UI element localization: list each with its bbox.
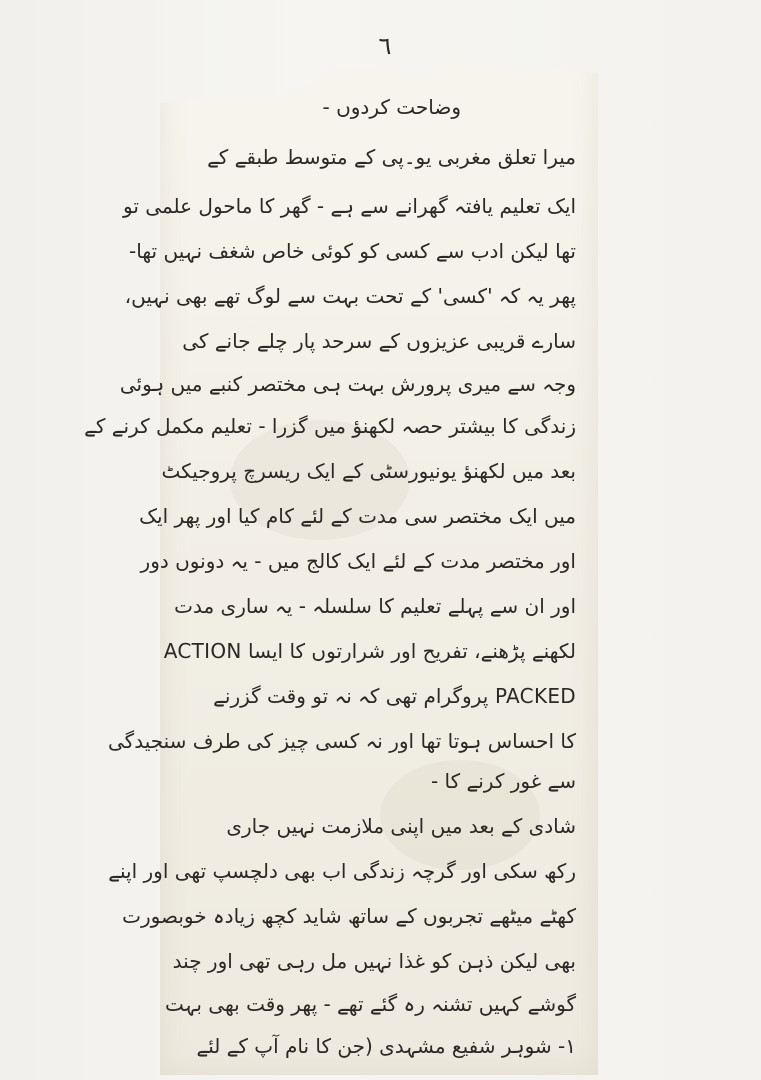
footnote-line: ۱- شوہر شفیع مشہدی (جن کا نام آپ کے لئے	[196, 1034, 576, 1058]
text-line: تھا لیکن ادب سے کسی کو کوئی خاص شغف نہیں تھا-	[129, 239, 576, 263]
text-line: زندگی کا بیشتر حصہ لکھنؤ میں گزرا - تعلیم مکمل کرنے کے	[84, 414, 576, 438]
text-line: بعد میں لکھنؤ یونیورسٹی کے ایک ریسرچ پروجیکٹ	[161, 459, 576, 483]
text-line: شادی کے بعد میں اپنی ملازمت نہیں جاری	[226, 814, 576, 838]
text-line: بھی لیکن ذہن کو غذا نہیں مل رہی تھی اور چند	[172, 949, 576, 973]
text-line: وجہ سے میری پرورش بہت ہی مختصر کنبے میں ہوئی	[119, 372, 576, 396]
text-line: سے غور کرنے کا -	[430, 769, 576, 793]
page-number: ٦	[378, 32, 392, 60]
text-line: کا احساس ہوتا تھا اور نہ کسی چیز کی طرف سنجیدگی	[108, 729, 576, 753]
text-line: کھٹے میٹھے تجربوں کے ساتھ شاید کچھ زیادہ خوبصورت	[122, 904, 576, 928]
text-line: سارے قریبی عزیزوں کے سرحد پار چلے جانے کی	[182, 329, 576, 353]
text-line: میرا تعلق مغربی یو۔پی کے متوسط طبقے کے	[207, 145, 576, 169]
text-line: وضاحت کردوں -	[322, 95, 461, 119]
text-line: پھر یہ کہ 'کسی' کے تحت بہت سے لوگ تھے بھی نہیں،	[124, 284, 576, 308]
text-line: میں ایک مختصر سی مدت کے لئے کام کیا اور پھر ایک	[139, 504, 576, 528]
text-line: گوشے کہیں تشنہ رہ گئے تھے - پھر وقت بھی بہت	[165, 992, 576, 1016]
text-line: اور مختصر مدت کے لئے ایک کالج میں - یہ دونوں دور	[140, 549, 576, 573]
text-line: رکھ سکی اور گرچہ زندگی اب بھی دلچسپ تھی اور اپنے	[108, 859, 576, 883]
text-line: لکھنے پڑھنے، تفریح اور شرارتوں کا ایسا ACTION	[163, 639, 576, 663]
text-line: PACKED پروگرام تھی کہ نہ تو وقت گزرنے	[213, 684, 576, 708]
text-line: ایک تعلیم یافتہ گھرانے سے ہے - گھر کا ماحول علمی تو	[123, 194, 576, 218]
text-line: اور ان سے پہلے تعلیم کا سلسلہ - یہ ساری مدت	[174, 594, 576, 618]
